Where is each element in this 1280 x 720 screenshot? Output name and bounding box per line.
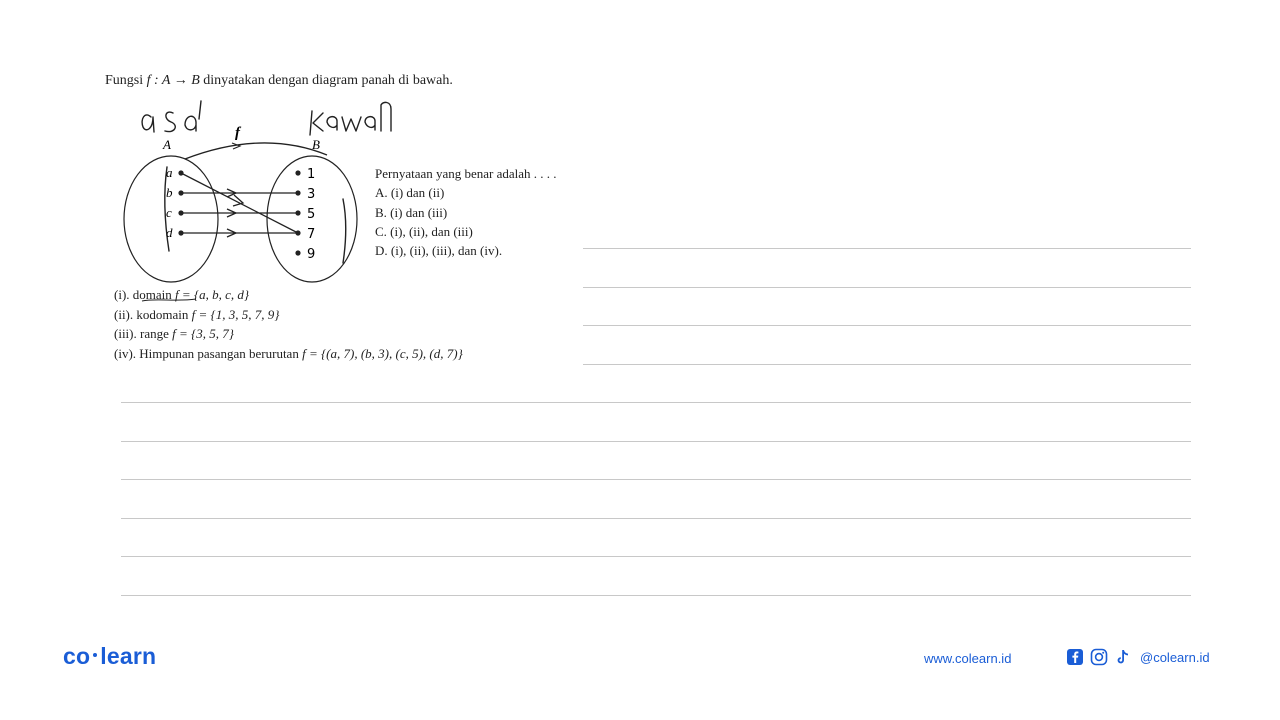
codomain-element-5: 5 <box>307 207 316 222</box>
question-intro <box>105 73 453 89</box>
statement-4-math: f = {(a, 7), (b, 3), (c, 5), (d, 7)} <box>302 345 463 361</box>
statement-1-prefix: (i). domain <box>114 287 176 302</box>
codomain-element-1: 1 <box>307 167 316 182</box>
instagram-icon[interactable] <box>1090 648 1108 666</box>
choice-d: D. (i), (ii), (iii), dan (iv). <box>375 243 503 259</box>
choice-a: A. (i) dan (ii) <box>375 185 445 201</box>
answer-line <box>583 287 1191 288</box>
choices-prompt: Pernyataan yang benar adalah . . . . <box>375 166 557 181</box>
handwritten-bracket-right <box>343 199 346 263</box>
statement-3-prefix: (iii). range <box>114 326 173 341</box>
handwritten-kawan <box>310 102 391 135</box>
facebook-icon[interactable] <box>1066 648 1084 666</box>
domain-element-d: d <box>166 225 173 240</box>
codomain-element-9: 9 <box>307 247 316 262</box>
codomain-point-9 <box>295 250 300 255</box>
statement-2-math: f = {1, 3, 5, 7, 9} <box>191 306 280 322</box>
choice-b: B. (i) dan (iii) <box>375 204 448 220</box>
tiktok-icon[interactable] <box>1114 648 1132 666</box>
answer-line <box>121 479 1191 480</box>
handwritten-asal <box>142 101 201 132</box>
choice-c: C. (i), (ii), dan (iii) <box>375 223 473 239</box>
function-label: f <box>235 125 240 141</box>
intro-math: f : A → B <box>146 73 200 88</box>
codomain-element-7: 7 <box>307 227 316 242</box>
set-b-label: B <box>312 137 320 152</box>
domain-element-a: a <box>166 165 173 180</box>
answer-line <box>583 248 1191 249</box>
intro-before: Fungsi <box>105 73 147 88</box>
domain-element-b: b <box>166 185 173 200</box>
answer-line <box>121 518 1191 519</box>
statement-4-prefix: (iv). Himpunan pasangan berurutan <box>114 345 303 361</box>
statement-1-math: f = {a, b, c, d} <box>175 287 250 302</box>
set-a-label: A <box>163 137 171 152</box>
statement-3-math: f = {3, 5, 7} <box>172 326 234 341</box>
statement-2 <box>114 305 463 325</box>
colearn-logo[interactable] <box>63 643 156 670</box>
codomain-point-1 <box>295 170 300 175</box>
website-link[interactable]: www.colearn.id <box>924 651 1012 666</box>
answer-line <box>583 325 1191 326</box>
social-links <box>1066 648 1210 666</box>
mapping-a-7 <box>181 173 298 233</box>
logo-text-learn: learn <box>100 643 157 669</box>
domain-element-c: c <box>166 205 172 220</box>
statement-2-prefix: (ii). kodomain <box>114 306 192 322</box>
statement-3 <box>114 324 463 344</box>
footer <box>0 630 1280 690</box>
statement-4 <box>114 344 463 364</box>
logo-dot <box>93 653 97 657</box>
answer-line <box>583 364 1191 365</box>
answer-line <box>121 441 1191 442</box>
answer-line <box>121 556 1191 557</box>
social-handle[interactable]: @colearn.id <box>1140 649 1210 665</box>
handwritten-underline <box>140 296 200 304</box>
codomain-element-3: 3 <box>307 187 316 202</box>
intro-after: dinyatakan dengan diagram panah di bawah. <box>199 73 453 88</box>
answer-line <box>121 595 1191 596</box>
answer-line <box>121 402 1191 403</box>
logo-text-co: co <box>63 643 91 669</box>
answer-choices <box>375 164 557 260</box>
